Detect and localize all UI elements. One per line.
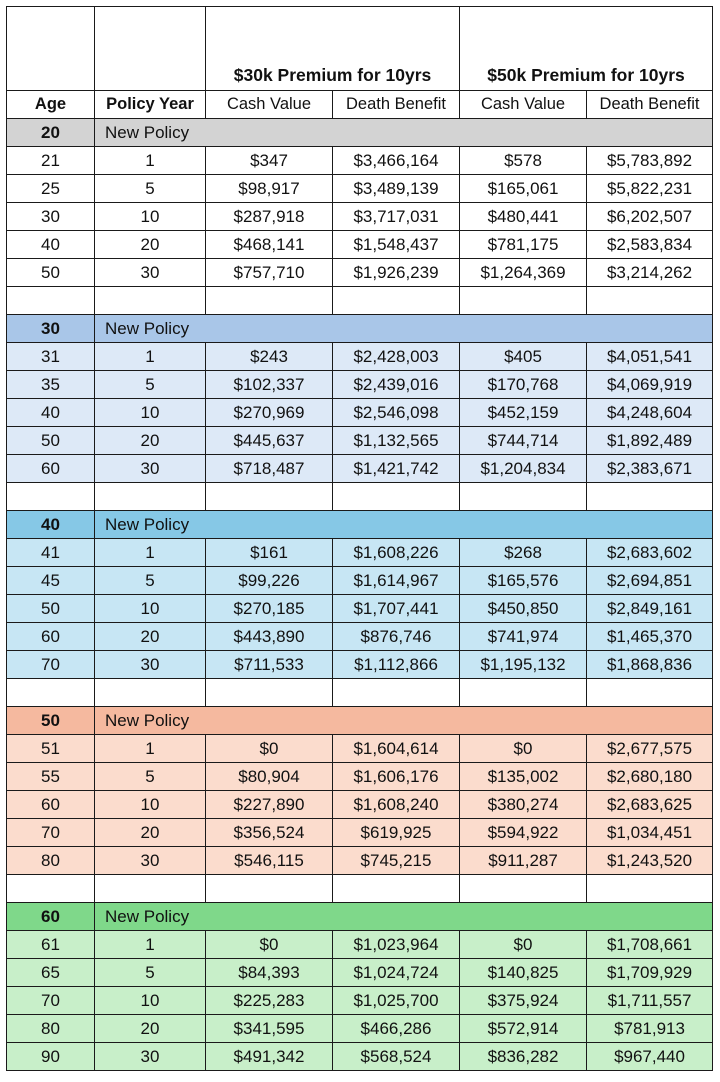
group-start-age: 20 — [7, 119, 95, 147]
table-row — [7, 1015, 713, 1043]
death-benefit-30k-cell: $876,746 — [333, 623, 460, 651]
age-cell: 50 — [7, 259, 95, 287]
table-row — [7, 147, 713, 175]
cash-value-30k-cell: $287,918 — [206, 203, 333, 231]
age-cell: 25 — [7, 175, 95, 203]
table-row — [7, 567, 713, 595]
spacer-cell — [333, 483, 460, 511]
death-benefit-50k-cell: $5,822,231 — [587, 175, 713, 203]
policy-comparison-table — [6, 6, 713, 1071]
cash-value-50k-cell: $480,441 — [460, 203, 587, 231]
spacer-row — [7, 483, 713, 511]
policy-year-cell: 30 — [95, 651, 206, 679]
policy-year-cell: 5 — [95, 763, 206, 791]
age-cell: 65 — [7, 959, 95, 987]
group-start-age: 40 — [7, 511, 95, 539]
blank-cell — [7, 7, 95, 91]
policy-year-cell: 5 — [95, 959, 206, 987]
header-fill — [333, 315, 460, 343]
age-cell: 45 — [7, 567, 95, 595]
cash-value-30k-cell: $718,487 — [206, 455, 333, 483]
group-header-row — [7, 511, 713, 539]
cash-value-50k-header: Cash Value — [460, 91, 587, 119]
policy-year-cell: 5 — [95, 175, 206, 203]
spacer-cell — [206, 875, 333, 903]
table-row — [7, 371, 713, 399]
spacer-row — [7, 287, 713, 315]
policy-year-cell: 5 — [95, 567, 206, 595]
header-fill — [460, 511, 587, 539]
cash-value-50k-cell: $744,714 — [460, 427, 587, 455]
cash-value-50k-cell: $741,974 — [460, 623, 587, 651]
cash-value-30k-cell: $227,890 — [206, 791, 333, 819]
death-benefit-30k-cell: $1,608,240 — [333, 791, 460, 819]
policy-year-cell: 10 — [95, 987, 206, 1015]
header-fill — [587, 707, 713, 735]
death-benefit-30k-cell: $1,707,441 — [333, 595, 460, 623]
group-age-30 — [7, 315, 713, 511]
table-row — [7, 203, 713, 231]
table-row — [7, 763, 713, 791]
death-benefit-30k-cell: $1,606,176 — [333, 763, 460, 791]
death-benefit-30k-cell: $3,489,139 — [333, 175, 460, 203]
age-cell: 40 — [7, 231, 95, 259]
death-benefit-30k-cell: $1,926,239 — [333, 259, 460, 287]
table-row — [7, 651, 713, 679]
policy-year-cell: 30 — [95, 847, 206, 875]
age-cell: 50 — [7, 595, 95, 623]
cash-value-30k-cell: $99,226 — [206, 567, 333, 595]
cash-value-50k-cell: $911,287 — [460, 847, 587, 875]
spacer-cell — [460, 483, 587, 511]
table-row — [7, 931, 713, 959]
death-benefit-50k-cell: $2,383,671 — [587, 455, 713, 483]
group-start-age: 30 — [7, 315, 95, 343]
policy-year-cell: 1 — [95, 343, 206, 371]
cash-value-50k-cell: $452,159 — [460, 399, 587, 427]
spacer-row — [7, 875, 713, 903]
table-row — [7, 595, 713, 623]
premium-30k-header: $30k Premium for 10yrs — [206, 7, 460, 91]
death-benefit-50k-cell: $2,694,851 — [587, 567, 713, 595]
premium-50k-header: $50k Premium for 10yrs — [460, 7, 713, 91]
spacer-cell — [95, 875, 206, 903]
table-row — [7, 987, 713, 1015]
cash-value-30k-cell: $102,337 — [206, 371, 333, 399]
age-cell: 61 — [7, 931, 95, 959]
cash-value-30k-cell: $443,890 — [206, 623, 333, 651]
death-benefit-30k-header: Death Benefit — [333, 91, 460, 119]
death-benefit-30k-cell: $2,439,016 — [333, 371, 460, 399]
policy-year-cell: 30 — [95, 1043, 206, 1071]
header-fill — [587, 119, 713, 147]
spacer-cell — [460, 287, 587, 315]
age-cell: 80 — [7, 847, 95, 875]
table-row — [7, 959, 713, 987]
age-cell: 60 — [7, 455, 95, 483]
new-policy-label: New Policy — [95, 315, 333, 343]
table-row — [7, 819, 713, 847]
table-row — [7, 343, 713, 371]
death-benefit-30k-cell: $619,925 — [333, 819, 460, 847]
group-header-row — [7, 315, 713, 343]
age-cell: 40 — [7, 399, 95, 427]
premium-header-row — [7, 7, 713, 91]
spacer-cell — [95, 483, 206, 511]
group-age-40 — [7, 511, 713, 707]
age-cell: 31 — [7, 343, 95, 371]
table-row — [7, 399, 713, 427]
table-row — [7, 847, 713, 875]
age-cell: 30 — [7, 203, 95, 231]
table-row — [7, 623, 713, 651]
cash-value-30k-cell: $757,710 — [206, 259, 333, 287]
group-age-20 — [7, 119, 713, 315]
header-fill — [460, 119, 587, 147]
cash-value-30k-cell: $356,524 — [206, 819, 333, 847]
cash-value-50k-cell: $781,175 — [460, 231, 587, 259]
death-benefit-50k-cell: $2,680,180 — [587, 763, 713, 791]
group-header-row — [7, 707, 713, 735]
policy-year-cell: 1 — [95, 931, 206, 959]
policy-year-cell: 10 — [95, 791, 206, 819]
death-benefit-50k-cell: $1,465,370 — [587, 623, 713, 651]
cash-value-30k-cell: $491,342 — [206, 1043, 333, 1071]
group-age-50 — [7, 707, 713, 903]
new-policy-label: New Policy — [95, 903, 333, 931]
death-benefit-50k-cell: $2,677,575 — [587, 735, 713, 763]
death-benefit-50k-cell: $1,868,836 — [587, 651, 713, 679]
age-cell: 55 — [7, 763, 95, 791]
group-header-row — [7, 119, 713, 147]
policy-year-cell: 1 — [95, 735, 206, 763]
spacer-cell — [333, 875, 460, 903]
group-start-age: 50 — [7, 707, 95, 735]
death-benefit-30k-cell: $1,112,866 — [333, 651, 460, 679]
death-benefit-30k-cell: $1,024,724 — [333, 959, 460, 987]
death-benefit-30k-cell: $1,604,614 — [333, 735, 460, 763]
cash-value-30k-cell: $225,283 — [206, 987, 333, 1015]
table-row — [7, 259, 713, 287]
spacer-row — [7, 679, 713, 707]
new-policy-label: New Policy — [95, 707, 333, 735]
death-benefit-50k-cell: $1,708,661 — [587, 931, 713, 959]
policy-year-cell: 5 — [95, 371, 206, 399]
policy-year-cell: 1 — [95, 147, 206, 175]
death-benefit-50k-cell: $1,892,489 — [587, 427, 713, 455]
spacer-cell — [587, 679, 713, 707]
header-fill — [587, 903, 713, 931]
death-benefit-30k-cell: $1,132,565 — [333, 427, 460, 455]
spacer-cell — [206, 483, 333, 511]
spacer-cell — [95, 287, 206, 315]
policy-year-cell: 10 — [95, 595, 206, 623]
policy-year-cell: 20 — [95, 1015, 206, 1043]
spacer-cell — [7, 287, 95, 315]
cash-value-30k-cell: $347 — [206, 147, 333, 175]
cash-value-50k-cell: $135,002 — [460, 763, 587, 791]
cash-value-30k-cell: $711,533 — [206, 651, 333, 679]
table-row — [7, 1043, 713, 1071]
cash-value-30k-header: Cash Value — [206, 91, 333, 119]
death-benefit-50k-cell: $1,711,557 — [587, 987, 713, 1015]
policy-year-cell: 10 — [95, 203, 206, 231]
spacer-cell — [460, 875, 587, 903]
death-benefit-50k-header: Death Benefit — [587, 91, 713, 119]
death-benefit-30k-cell: $2,428,003 — [333, 343, 460, 371]
table-row — [7, 539, 713, 567]
header-fill — [460, 315, 587, 343]
cash-value-30k-cell: $0 — [206, 735, 333, 763]
table-row — [7, 175, 713, 203]
table-row — [7, 427, 713, 455]
cash-value-50k-cell: $375,924 — [460, 987, 587, 1015]
death-benefit-50k-cell: $781,913 — [587, 1015, 713, 1043]
death-benefit-50k-cell: $3,214,262 — [587, 259, 713, 287]
cash-value-50k-cell: $165,061 — [460, 175, 587, 203]
policy-year-cell: 30 — [95, 455, 206, 483]
cash-value-50k-cell: $405 — [460, 343, 587, 371]
age-cell: 70 — [7, 987, 95, 1015]
death-benefit-30k-cell: $1,025,700 — [333, 987, 460, 1015]
death-benefit-30k-cell: $3,717,031 — [333, 203, 460, 231]
age-cell: 51 — [7, 735, 95, 763]
cash-value-30k-cell: $270,969 — [206, 399, 333, 427]
group-header-row — [7, 903, 713, 931]
new-policy-label: New Policy — [95, 119, 333, 147]
age-cell: 90 — [7, 1043, 95, 1071]
spacer-cell — [7, 679, 95, 707]
age-cell: 70 — [7, 651, 95, 679]
cash-value-30k-cell: $0 — [206, 931, 333, 959]
death-benefit-50k-cell: $4,248,604 — [587, 399, 713, 427]
spacer-cell — [333, 679, 460, 707]
age-cell: 80 — [7, 1015, 95, 1043]
death-benefit-30k-cell: $1,614,967 — [333, 567, 460, 595]
death-benefit-50k-cell: $1,034,451 — [587, 819, 713, 847]
column-header-row — [7, 91, 713, 119]
table-row — [7, 735, 713, 763]
cash-value-30k-cell: $445,637 — [206, 427, 333, 455]
death-benefit-30k-cell: $3,466,164 — [333, 147, 460, 175]
cash-value-30k-cell: $243 — [206, 343, 333, 371]
death-benefit-30k-cell: $1,421,742 — [333, 455, 460, 483]
header-fill — [333, 903, 460, 931]
death-benefit-50k-cell: $2,583,834 — [587, 231, 713, 259]
death-benefit-30k-cell: $1,023,964 — [333, 931, 460, 959]
header-fill — [587, 315, 713, 343]
table-row — [7, 231, 713, 259]
death-benefit-50k-cell: $5,783,892 — [587, 147, 713, 175]
table-row — [7, 455, 713, 483]
policy-year-cell: 20 — [95, 231, 206, 259]
spacer-cell — [206, 287, 333, 315]
age-cell: 70 — [7, 819, 95, 847]
death-benefit-50k-cell: $6,202,507 — [587, 203, 713, 231]
policy-year-column-header: Policy Year — [95, 91, 206, 119]
age-column-header: Age — [7, 91, 95, 119]
death-benefit-50k-cell: $2,683,602 — [587, 539, 713, 567]
policy-year-cell: 20 — [95, 819, 206, 847]
cash-value-30k-cell: $84,393 — [206, 959, 333, 987]
header-fill — [460, 903, 587, 931]
death-benefit-30k-cell: $568,524 — [333, 1043, 460, 1071]
spacer-cell — [460, 679, 587, 707]
death-benefit-30k-cell: $466,286 — [333, 1015, 460, 1043]
cash-value-50k-cell: $594,922 — [460, 819, 587, 847]
age-cell: 60 — [7, 791, 95, 819]
cash-value-50k-cell: $268 — [460, 539, 587, 567]
cash-value-50k-cell: $572,914 — [460, 1015, 587, 1043]
cash-value-30k-cell: $468,141 — [206, 231, 333, 259]
cash-value-30k-cell: $270,185 — [206, 595, 333, 623]
header-fill — [333, 707, 460, 735]
new-policy-label: New Policy — [95, 511, 333, 539]
cash-value-50k-cell: $0 — [460, 735, 587, 763]
cash-value-50k-cell: $140,825 — [460, 959, 587, 987]
cash-value-30k-cell: $80,904 — [206, 763, 333, 791]
death-benefit-50k-cell: $4,069,919 — [587, 371, 713, 399]
header-fill — [460, 707, 587, 735]
age-cell: 50 — [7, 427, 95, 455]
death-benefit-50k-cell: $1,709,929 — [587, 959, 713, 987]
spacer-cell — [206, 679, 333, 707]
cash-value-50k-cell: $1,195,132 — [460, 651, 587, 679]
death-benefit-30k-cell: $745,215 — [333, 847, 460, 875]
spacer-cell — [333, 287, 460, 315]
table-row — [7, 791, 713, 819]
age-cell: 21 — [7, 147, 95, 175]
death-benefit-50k-cell: $2,849,161 — [587, 595, 713, 623]
cash-value-30k-cell: $341,595 — [206, 1015, 333, 1043]
policy-year-cell: 10 — [95, 399, 206, 427]
death-benefit-50k-cell: $4,051,541 — [587, 343, 713, 371]
death-benefit-50k-cell: $1,243,520 — [587, 847, 713, 875]
cash-value-30k-cell: $546,115 — [206, 847, 333, 875]
policy-year-cell: 20 — [95, 623, 206, 651]
blank-cell — [95, 7, 206, 91]
cash-value-50k-cell: $578 — [460, 147, 587, 175]
policy-year-cell: 20 — [95, 427, 206, 455]
policy-year-cell: 30 — [95, 259, 206, 287]
group-start-age: 60 — [7, 903, 95, 931]
group-age-60 — [7, 903, 713, 1071]
cash-value-50k-cell: $836,282 — [460, 1043, 587, 1071]
cash-value-50k-cell: $1,204,834 — [460, 455, 587, 483]
cash-value-30k-cell: $161 — [206, 539, 333, 567]
cash-value-50k-cell: $1,264,369 — [460, 259, 587, 287]
spacer-cell — [7, 483, 95, 511]
header-fill — [587, 511, 713, 539]
cash-value-50k-cell: $0 — [460, 931, 587, 959]
spacer-cell — [587, 287, 713, 315]
cash-value-50k-cell: $380,274 — [460, 791, 587, 819]
cash-value-30k-cell: $98,917 — [206, 175, 333, 203]
policy-year-cell: 1 — [95, 539, 206, 567]
death-benefit-30k-cell: $1,548,437 — [333, 231, 460, 259]
header-fill — [333, 511, 460, 539]
spacer-cell — [95, 679, 206, 707]
spacer-cell — [7, 875, 95, 903]
header-fill — [333, 119, 460, 147]
death-benefit-30k-cell: $1,608,226 — [333, 539, 460, 567]
age-cell: 60 — [7, 623, 95, 651]
death-benefit-30k-cell: $2,546,098 — [333, 399, 460, 427]
cash-value-50k-cell: $170,768 — [460, 371, 587, 399]
cash-value-50k-cell: $450,850 — [460, 595, 587, 623]
spacer-cell — [587, 875, 713, 903]
age-cell: 41 — [7, 539, 95, 567]
age-cell: 35 — [7, 371, 95, 399]
spacer-cell — [587, 483, 713, 511]
death-benefit-50k-cell: $967,440 — [587, 1043, 713, 1071]
cash-value-50k-cell: $165,576 — [460, 567, 587, 595]
death-benefit-50k-cell: $2,683,625 — [587, 791, 713, 819]
